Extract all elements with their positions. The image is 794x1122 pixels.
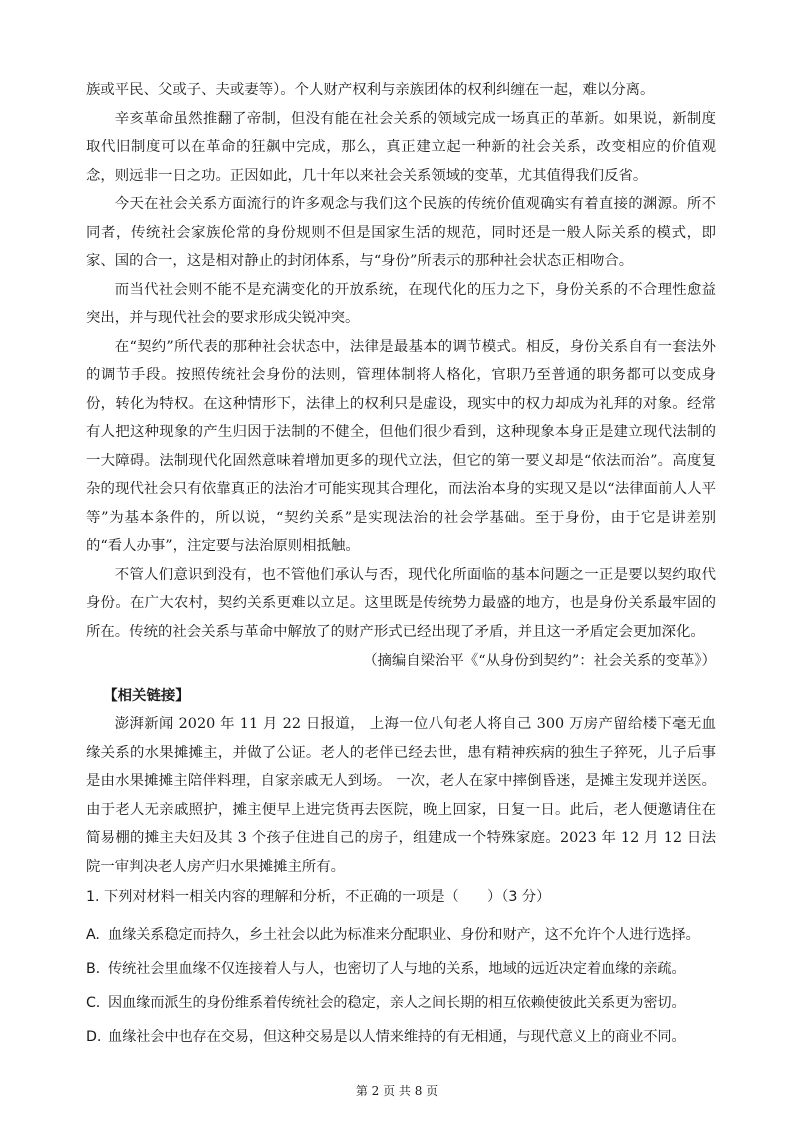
option-d	[86, 1026, 716, 1048]
option-letter: B.	[86, 960, 101, 977]
option-letter: A.	[86, 926, 100, 943]
option-a	[86, 924, 716, 946]
option-text: 传统社会里血缘不仅连接着人与人，也密切了人与地的关系，地域的远近决定着血缘的亲疏。	[108, 960, 686, 977]
related-link-text: 澎湃新闻 2020 年 11 月 22 日报道， 上海一位八旬老人将自己 300 万房产留给楼下毫无血缘关系的水果摊摊主，并做了公证。老人的老伴已经去世，患有精神疾病的独生子猝死，儿子后事是由水果摊摊主陪伴料理，自家亲戚无人到场。 一次，老人在家中摔倒昏迷，是摊主发现并送医。由于老人无亲戚照护，摊主便早上进完货再去医院，晚上回家，日复一日。此后，老人便邀请住在简易棚的摊主夫妇及其 3 个孩子住进自己的房子，组建成一个特殊家庭。2023 年 12 月 12 日法院一审判决老人房产归水果摊摊主所有。	[86, 716, 716, 875]
option-c	[86, 992, 716, 1014]
option-text: 因血缘而派生的身份维系着传统社会的稳定，亲人之间长期的相互依赖使彼此关系更为密切。	[108, 994, 686, 1011]
option-letter: D.	[86, 1028, 102, 1045]
passage-source-citation: （摘编自梁治平《“从身份到契约”：社会关系的变革》）	[363, 653, 716, 669]
passage-paragraph: 辛亥革命虽然推翻了帝制，但没有能在社会关系的领域完成一场真正的革新。如果说，新制度取代旧制度可以在革命的狂飙中完成，那么，真正建立起一种新的社会关系，改变相应的价值观念，则远非一日之功。正因如此，几十年以来社会关系领域的变革，尤其值得我们反省。	[86, 110, 716, 184]
passage-paragraph: 今天在社会关系方面流行的许多观念与我们这个民族的传统价值观确实有着直接的渊源。所不同者，传统社会家族伦常的身份规则不但是国家生活的规范，同时还是一般人际关系的模式，即家、国的合一，这是相对静止的封闭体系，与“身份”所表示的那种社会状态正相吻合。	[86, 196, 716, 269]
option-letter: C.	[86, 994, 101, 1011]
page-footer: 第 2 页 共 8 页	[355, 1084, 439, 1098]
passage-paragraph: 不管人们意识到没有，也不管他们承认与否，现代化所面临的基本问题之一正是要以契约取代身份。在广大农村，契约关系更难以立足。这里既是传统势力最盛的地方，也是身份关系最牢固的所在。传统的社会关系与革命中解放了的财产形式已经出现了矛盾，并且这一矛盾定会更加深化。	[86, 566, 716, 640]
option-b	[86, 958, 716, 980]
question-stem: 1. 下列对材料一相关内容的理解和分析，不正确的一项是（ ）（3 分）	[86, 889, 551, 905]
passage-paragraph: 在“契约”所代表的那种社会状态中，法律是最基本的调节模式。相反，身份关系自有一套法外的调节手段。按照传统社会身份的法则，管理体制将人格化，官职乃至普通的职务都可以变成身份，转化为特权。在这种情形下，法律上的权利只是虚设，现实中的权力却成为礼拜的对象。经常有人把这种现象的产生归因于法制的不健全，但他们很少看到，这种现象本身正是建立现代法制的一大障碍。法制现代化固然意味着增加更多的现代立法，但它的第一要义却是“依法而治”。高度复杂的现代社会只有依靠真正的法治才可能实现其合理化，而法治本身的实现又是以“法律面前人人平等”为基本条件的，所以说，“契约关系”是实现法治的社会学基础。至于身份，由于它是讲差别的“看人办事”，注定要与法治原则相抵触。	[86, 338, 716, 554]
related-link-heading: 【相关链接】	[103, 686, 190, 704]
option-text: 血缘社会中也存在交易，但这种交易是以人情来维持的有无相通，与现代意义上的商业不同。	[108, 1028, 686, 1045]
passage-paragraph-continuation: 族或平民、父或子、夫或妻等）。个人财产权利与亲族团体的权利纠缠在一起，难以分离。	[86, 82, 655, 98]
page-content	[86, 76, 716, 1048]
passage-paragraph: 而当代社会则不能不是充满变化的开放系统，在现代化的压力之下，身份关系的不合理性愈益突出，并与现代社会的要求形成尖锐冲突。	[86, 281, 716, 326]
option-text: 血缘关系稳定而持久，乡土社会以此为标准来分配职业、身份和财产，这不允许个人进行选择。	[108, 926, 700, 943]
